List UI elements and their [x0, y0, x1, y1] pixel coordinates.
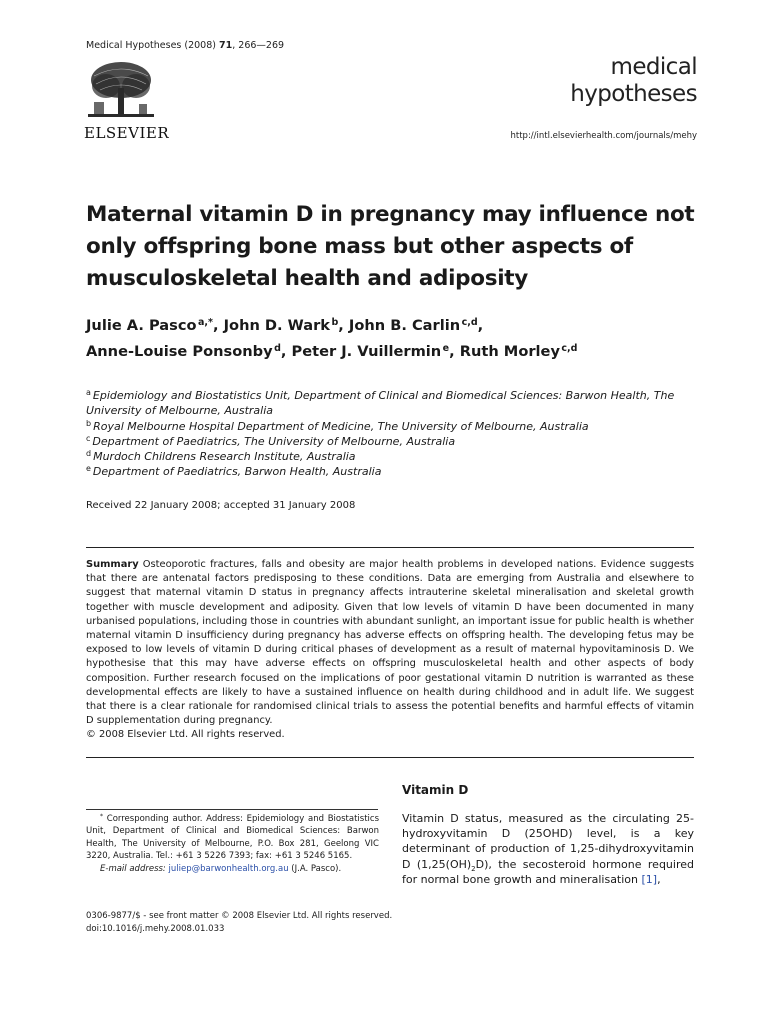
author-affiliation-marker: e	[442, 343, 450, 354]
author-name: John D. Wark	[223, 317, 330, 334]
author-list	[86, 313, 706, 365]
affiliation-item	[86, 449, 706, 464]
affiliation-item	[86, 388, 706, 419]
journal-name-line1: medical	[610, 54, 697, 80]
received-dates: Received 22 January 2008; accepted 31 January 2008	[86, 500, 356, 511]
section-body	[402, 811, 694, 887]
author-affiliation-marker: c,d	[461, 317, 478, 328]
email-suffix: (J.A. Pasco).	[291, 863, 342, 874]
author-name: John B. Carlin	[348, 317, 461, 334]
email-link[interactable]: juliep@barwonhealth.org.au	[168, 863, 289, 874]
summary-top-rule	[86, 547, 694, 548]
email-label: E-mail address:	[100, 863, 166, 874]
summary-label: Summary	[86, 559, 139, 570]
affiliation-text: Department of Paediatrics, The University of Melbourne, Australia	[92, 434, 456, 448]
affiliation-list	[86, 388, 706, 480]
footnote-text: Corresponding author. Address: Epidemiology and Biostatistics Unit, Department of Clinical and Biomedical Sciences: Barwon Health, The University of Melbourne, P.O. Box 281, Geelong VIC 3220, Australia. Tel.: +61 3 5226 7393; fax: +61 3 5246 5165.	[86, 814, 380, 862]
elsevier-tree-logo-icon	[84, 58, 158, 124]
journal-name-logo	[545, 54, 697, 108]
affiliation-text: Royal Melbourne Hospital Department of Medicine, The University of Melbourne, Australia	[93, 419, 589, 433]
author-affiliation-marker: d	[274, 343, 281, 354]
author-separator: ,	[212, 317, 224, 334]
journal-name-line2: hypotheses	[570, 81, 697, 107]
reference-link[interactable]: [1]	[641, 872, 658, 886]
affiliation-text: Epidemiology and Biostatistics Unit, Department of Clinical and Biomedical Sciences: Barwon Health, The University of Melbourne, Australia	[86, 389, 675, 418]
journal-url-link[interactable]: http://intl.elsevierhealth.com/journals/mehy	[510, 131, 697, 141]
publisher-name: ELSEVIER	[84, 124, 170, 142]
author-separator: ,	[449, 343, 460, 360]
front-matter-meta	[86, 910, 392, 935]
affiliation-text: Murdoch Childrens Research Institute, Australia	[93, 450, 356, 464]
body-text-part1: Vitamin D status, measured as the circulating 25-hydroxyvitamin D (25OHD) level, is a key determinant of production of 1,25-dihydroxyvitamin D (1,25(OH)	[402, 812, 694, 871]
section-heading: Vitamin D	[402, 783, 469, 797]
author-separator: ,	[280, 343, 292, 360]
affiliation-item	[86, 434, 706, 449]
corresponding-author-footnote	[86, 813, 379, 875]
affiliation-key: b	[86, 418, 92, 428]
body-text-part2: D), the secosteroid hormone required for normal bone growth and mineralisation	[402, 857, 694, 886]
footnote-rule	[86, 809, 378, 810]
author-affiliation-marker: c,d	[561, 343, 578, 354]
author-name: Ruth Morley	[459, 343, 560, 360]
affiliation-key: a	[86, 388, 91, 397]
author-affiliation-marker: b	[331, 317, 339, 328]
author-name: Anne-Louise Ponsonby	[86, 343, 273, 360]
author-name: Peter J. Vuillermin	[291, 343, 442, 360]
affiliation-item	[86, 419, 706, 434]
footnote-marker: *	[100, 813, 103, 820]
abstract-copyright: © 2008 Elsevier Ltd. All rights reserved.	[86, 729, 285, 740]
citation-pages: , 266—269	[232, 40, 285, 51]
affiliation-key: d	[86, 449, 92, 459]
citation-prefix: Medical Hypotheses (2008)	[86, 40, 216, 51]
abstract-summary	[86, 558, 694, 728]
doi-line: doi:10.1016/j.mehy.2008.01.033	[86, 923, 225, 934]
body-subscript: 2	[471, 864, 476, 873]
issn-line: 0306-9877/$ - see front matter © 2008 Elsevier Ltd. All rights reserved.	[86, 911, 393, 921]
author-separator: ,	[477, 317, 484, 334]
body-trailing: ,	[657, 872, 661, 886]
affiliation-item	[86, 464, 706, 479]
citation-volume: 71	[219, 40, 233, 51]
author-affiliation-marker: a,*	[197, 317, 213, 328]
author-separator: ,	[338, 317, 349, 334]
journal-citation	[86, 40, 284, 51]
article-title: Maternal vitamin D in pregnancy may influence not only offspring bone mass but other aspects of musculoskeletal health and adiposity	[86, 202, 695, 291]
affiliation-key: e	[86, 464, 91, 474]
summary-bottom-rule	[86, 757, 694, 758]
author-name: Julie A. Pasco	[86, 317, 197, 334]
summary-text: Osteoporotic fractures, falls and obesity are major health problems in developed nations. Evidence suggests that there are antenatal factors predisposing to these conditions. Data are emerging from Australia and elsewhere to suggest that maternal vitamin D status in pregnancy affects intrauterine skeletal mineralisation and skeletal growth together with muscle development and adiposity. Given that low levels of vitamin D have been documented in many urbanised populations, including those in countries with abundant sunlight, an important issue for public health is whether maternal vitamin D insufficiency during pregnancy has adverse effects on offspring health. The developing fetus may be exposed to low levels of vitamin D during critical phases of development as a result of maternal hypovitaminosis D. We hypothesise that this may have adverse effects on offspring musculoskeletal health and other aspects of body composition. Further research focused on the implications of poor gestational vitamin D nutrition is warranted as these developmental effects are likely to have a sustained influence on health during childhood and in adult life. We suggest that there is a clear rationale for randomised clinical trials to assess the potential benefits and harmful effects of vitamin D supplementation during pregnancy.	[86, 559, 694, 727]
affiliation-key: c	[86, 433, 91, 443]
affiliation-text: Department of Paediatrics, Barwon Health, Australia	[92, 465, 382, 479]
